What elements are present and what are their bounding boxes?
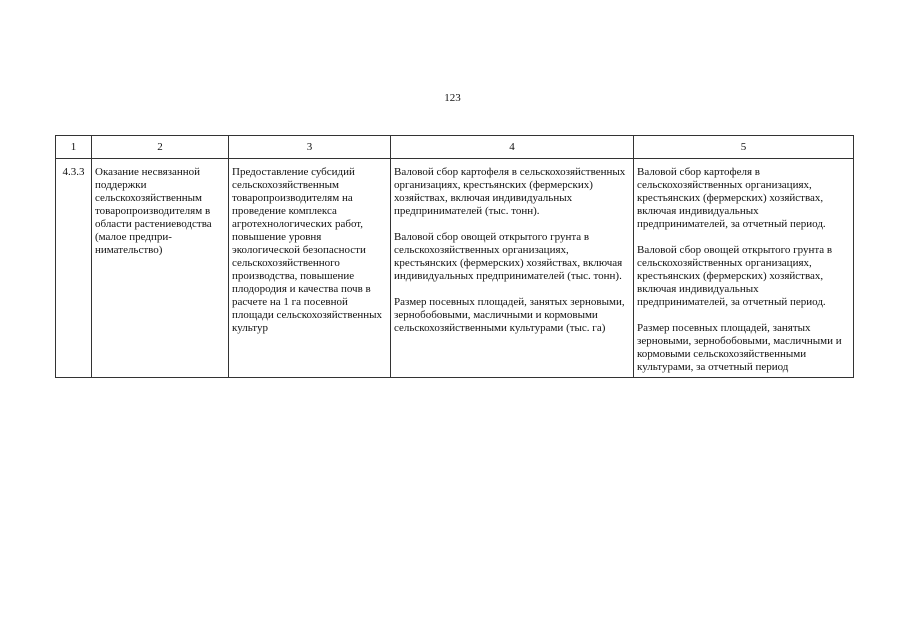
row-code: 4.3.3 [56,159,92,378]
indicator-period-cell [634,159,854,378]
table-header-row [56,136,854,159]
measure-description-cell: Предоставление субсидий сельскохозяйственным товаропроизводителям на проведение комплекса агротехнологических работ, повышение уровня экологической безопасности сельскохозяйственного производства, повышение плодородия и качества почв в расчете на 1 га посевной площади сельскохозяйственных культур [229,159,391,378]
period-potatoes: Валовой сбор картофеля в сельскохозяйственных организациях, крестьянских (фермерских) хозяйствах, включая индивидуальных предпринимателей, за отчетный период. [637,166,826,230]
column-header-4: 4 [391,136,634,159]
column-header-5: 5 [634,136,854,159]
indicator-potatoes: Валовой сбор картофеля в сельскохозяйственных организациях, крестьянских (фермерских) хозяйствах, включая индивидуальных предпринимателей (тыс. тонн). [394,166,626,217]
table-row [56,159,854,378]
period-vegetables: Валовой сбор овощей открытого грунта в сельскохозяйственных организациях, крестьянских (фермерских) хозяйствах, включая индивидуальных предпринимателей, за отчетный период. [637,244,833,308]
indicator-cell [391,159,634,378]
indicator-sown-area: Размер посевных площадей, занятых зерновыми, зернобобовыми, масличными и кормовыми сельскохозяйственными культурами (тыс. га) [394,296,625,334]
column-header-1: 1 [56,136,92,159]
column-header-2: 2 [92,136,229,159]
indicator-vegetables: Валовой сбор овощей открытого грунта в сельскохозяйственных организациях, крестьянских (фермерских) хозяйствах, включая индивидуальных предпринимателей (тыс. тонн). [394,231,623,282]
measure-name-cell: Оказание несвязанной поддержки сельскохозяйственным товаропроизводителям в области растениеводства (малое предпри-нимательство) [92,159,229,378]
period-sown-area: Размер посевных площадей, занятых зерновыми, зернобобовыми, масличными и кормовыми сельскохозяйственными культурами, за отчетный период [637,322,842,373]
document-table [55,135,854,378]
column-header-3: 3 [229,136,391,159]
page-number: 123 [444,92,461,104]
